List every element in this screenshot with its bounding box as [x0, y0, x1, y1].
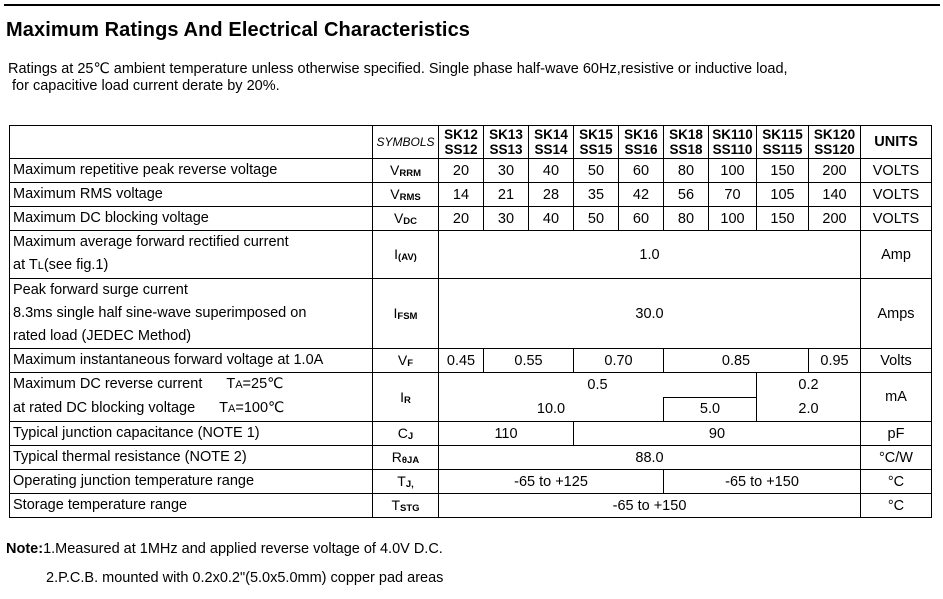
- value-cell: 60: [619, 207, 664, 231]
- value-cell: 42: [619, 183, 664, 207]
- param-desc: Peak forward surge current 8.3ms single half sine-wave superimposed on rated load (JEDEC Method): [10, 279, 373, 349]
- part-header: SK120 SS120: [809, 126, 861, 159]
- param-desc: Typical thermal resistance (NOTE 2): [10, 446, 373, 470]
- param-desc: Maximum RMS voltage: [10, 183, 373, 207]
- value-cell: 50: [574, 159, 619, 183]
- param-symbol: $I_R$: [373, 373, 439, 422]
- value-cell: 200: [809, 159, 861, 183]
- value-cell: 150: [757, 207, 809, 231]
- value-cell: 5.0: [664, 397, 757, 422]
- table-row-ir: [10, 373, 932, 398]
- ratings-table: [9, 125, 932, 518]
- value-cell: 1.0: [439, 231, 861, 279]
- table-row-cj: [10, 422, 932, 446]
- unit-cell: Amps: [861, 279, 932, 349]
- value-cell: 0.70: [574, 349, 664, 373]
- part-header: SK115 SS115: [757, 126, 809, 159]
- param-symbol: $I_{FSM}$: [373, 279, 439, 349]
- note-1: Note:1.Measured at 1MHz and applied reverse voltage of 4.0V D.C.: [6, 541, 443, 557]
- table-row-iav: [10, 231, 932, 279]
- table-row-vrrm: [10, 159, 932, 183]
- value-cell: 88.0: [439, 446, 861, 470]
- value-cell: -65 to +125: [439, 470, 664, 494]
- value-cell: 0.55: [484, 349, 574, 373]
- value-cell: 30: [484, 207, 529, 231]
- unit-cell: VOLTS: [861, 207, 932, 231]
- intro-text: [8, 61, 788, 95]
- table-row-rth: [10, 446, 932, 470]
- part-header: SK16 SS16: [619, 126, 664, 159]
- param-symbol: $T_{J,}$: [373, 470, 439, 494]
- param-symbol: $V_F$: [373, 349, 439, 373]
- value-cell: 21: [484, 183, 529, 207]
- param-symbol: $V_{DC}$: [373, 207, 439, 231]
- value-cell: -65 to +150: [664, 470, 861, 494]
- param-desc: Maximum average forward rectified current at TL(see fig.1): [10, 231, 373, 279]
- table-row-vrms: [10, 183, 932, 207]
- header-blank: [10, 126, 373, 159]
- unit-cell: pF: [861, 422, 932, 446]
- param-desc: Operating junction temperature range: [10, 470, 373, 494]
- table-row-tstg: [10, 494, 932, 518]
- param-symbol: $V_{RRM}$: [373, 159, 439, 183]
- table-row-vdc: [10, 207, 932, 231]
- value-cell: -65 to +150: [439, 494, 861, 518]
- units-header: UNITS: [861, 126, 932, 159]
- value-cell: 14: [439, 183, 484, 207]
- value-cell: 0.85: [664, 349, 809, 373]
- value-cell: 70: [709, 183, 757, 207]
- table-row-ifsm: [10, 279, 932, 349]
- value-cell: 35: [574, 183, 619, 207]
- part-header: SK18 SS18: [664, 126, 709, 159]
- part-header: SK110 SS110: [709, 126, 757, 159]
- value-cell: 40: [529, 207, 574, 231]
- value-cell: 0.2: [757, 373, 861, 398]
- value-cell: 0.5: [439, 373, 757, 398]
- value-cell: 110: [439, 422, 574, 446]
- table-header-row: [10, 126, 932, 159]
- param-desc: Maximum repetitive peak reverse voltage: [10, 159, 373, 183]
- value-cell: 20: [439, 159, 484, 183]
- part-header: SK13 SS13: [484, 126, 529, 159]
- value-cell: 40: [529, 159, 574, 183]
- unit-cell: mA: [861, 373, 932, 422]
- value-cell: 150: [757, 159, 809, 183]
- value-cell: 20: [439, 207, 484, 231]
- param-symbol: $I_{(AV)}$: [373, 231, 439, 279]
- value-cell: 0.95: [809, 349, 861, 373]
- value-cell: 60: [619, 159, 664, 183]
- value-cell: 80: [664, 159, 709, 183]
- value-cell: 200: [809, 207, 861, 231]
- param-desc: Maximum DC reverse current TA=25℃ at rated DC blocking voltage TA=100℃: [10, 373, 373, 422]
- note-2: 2.P.C.B. mounted with 0.2x0.2"(5.0x5.0mm) copper pad areas: [46, 570, 444, 586]
- param-symbol: $V_{RMS}$: [373, 183, 439, 207]
- unit-cell: Amp: [861, 231, 932, 279]
- param-symbol: $T_{STG}$: [373, 494, 439, 518]
- param-desc: Maximum DC blocking voltage: [10, 207, 373, 231]
- page-title: Maximum Ratings And Electrical Characteristics: [6, 19, 471, 41]
- unit-cell: Volts: [861, 349, 932, 373]
- symbols-header: SYMBOLS: [373, 126, 439, 159]
- intro-line-1: Ratings at 25℃ ambient temperature unless otherwise specified. Single phase half-wave 60Hz,resistive or inductive load,: [8, 61, 788, 77]
- value-cell: 56: [664, 183, 709, 207]
- param-desc: Storage temperature range: [10, 494, 373, 518]
- value-cell: 100: [709, 207, 757, 231]
- value-cell: 80: [664, 207, 709, 231]
- notes-section: [6, 535, 443, 593]
- value-cell: 140: [809, 183, 861, 207]
- top-rule: [4, 4, 940, 6]
- unit-cell: °C/W: [861, 446, 932, 470]
- unit-cell: °C: [861, 470, 932, 494]
- value-cell: 105: [757, 183, 809, 207]
- value-cell: 28: [529, 183, 574, 207]
- param-desc: Maximum instantaneous forward voltage at 1.0A: [10, 349, 373, 373]
- table-row-vf: [10, 349, 932, 373]
- value-cell: 2.0: [757, 397, 861, 422]
- param-desc: Typical junction capacitance (NOTE 1): [10, 422, 373, 446]
- value-cell: 0.45: [439, 349, 484, 373]
- param-symbol: $R_{\theta JA}$: [373, 446, 439, 470]
- value-cell: 10.0: [439, 397, 664, 422]
- unit-cell: °C: [861, 494, 932, 518]
- value-cell: 30.0: [439, 279, 861, 349]
- part-header: SK14 SS14: [529, 126, 574, 159]
- unit-cell: VOLTS: [861, 183, 932, 207]
- value-cell: 100: [709, 159, 757, 183]
- value-cell: 90: [574, 422, 861, 446]
- unit-cell: VOLTS: [861, 159, 932, 183]
- table-row-tj: [10, 470, 932, 494]
- param-symbol: $C_J$: [373, 422, 439, 446]
- value-cell: 50: [574, 207, 619, 231]
- part-header: SK15 SS15: [574, 126, 619, 159]
- part-header: SK12 SS12: [439, 126, 484, 159]
- value-cell: 30: [484, 159, 529, 183]
- intro-line-2: for capacitive load current derate by 20%.: [8, 78, 280, 94]
